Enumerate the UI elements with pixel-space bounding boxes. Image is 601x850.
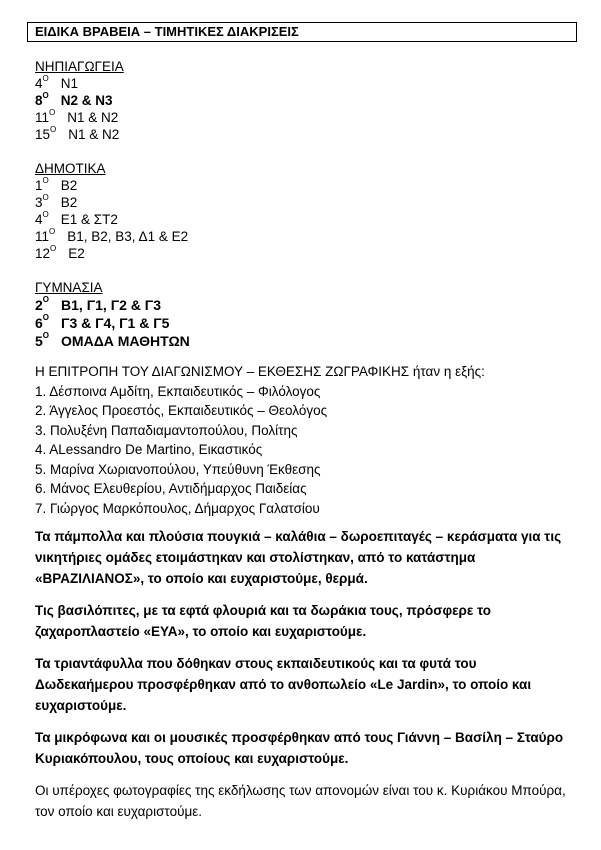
rank-row bbox=[35, 109, 575, 126]
rank-number: 1 bbox=[35, 178, 43, 193]
committee-member: 5. Μαρίνα Χωριανοπούλου, Υπεύθυνη Έκθεσης bbox=[35, 461, 321, 477]
rank-row bbox=[35, 314, 575, 332]
rank-row bbox=[35, 194, 575, 211]
committee-member: 4. ALessandro De Martino, Εικαστικός bbox=[35, 442, 263, 457]
committee-member: 1. Δέσποινα Αμδίτη, Εκπαιδευτικός – Φιλόλογος bbox=[35, 383, 321, 399]
category-kindergartens bbox=[35, 58, 575, 143]
rank-row bbox=[35, 177, 575, 194]
document-body bbox=[35, 58, 575, 822]
rank-classes: Ν1 & Ν2 bbox=[67, 110, 119, 125]
rank-classes: Γ3 & Γ4, Γ1 & Γ5 bbox=[61, 315, 170, 331]
rank-classes: Ε2 bbox=[68, 246, 85, 261]
rank-classes: Ν1 & Ν2 bbox=[68, 127, 120, 142]
rank-ordinal: Ο bbox=[42, 210, 49, 219]
category-heading: ΝΗΠΙΑΓΩΓΕΙΑ bbox=[35, 59, 124, 74]
rank-classes: Β1, Β2, Β3, Δ1 & Ε2 bbox=[67, 229, 189, 244]
thanks-paragraph: Οι υπέροχες φωτογραφίες της εκδήλωσης των απονομών είναι του κ. Κυριάκου Μπούρα, τον οποίο και ευχαριστούμε. bbox=[35, 783, 566, 819]
rank-ordinal: Ο bbox=[42, 193, 49, 202]
rank-number: 3 bbox=[35, 195, 43, 210]
committee-member: 6. Μάνος Ελευθερίου, Αντιδήμαρχος Παιδείας bbox=[35, 481, 307, 496]
rank-row bbox=[35, 245, 575, 262]
rank-number: 5 bbox=[35, 333, 43, 349]
rank-number: 4 bbox=[35, 212, 43, 227]
rank-ordinal: Ο bbox=[42, 295, 50, 304]
rank-classes: ΟΜΑΔΑ ΜΑΘΗΤΩΝ bbox=[61, 333, 190, 349]
rank-classes: Β2 bbox=[60, 178, 78, 193]
rank-classes: Ε1 & ΣΤ2 bbox=[60, 212, 118, 227]
rank-classes: Β2 bbox=[60, 195, 78, 210]
rank-ordinal: Ο bbox=[42, 331, 50, 340]
rank-ordinal: Ο bbox=[42, 91, 49, 100]
rank-row bbox=[35, 92, 575, 109]
category-heading: ΓΥΜΝΑΣΙΑ bbox=[35, 280, 103, 295]
thanks-paragraph: Τα τριαντάφυλλα που δόθηκαν στους εκπαιδευτικούς και τα φυτά του Δωδεκαήμερου προσφέρθηκαν από το ανθοπωλείο «Le Jardin», το οποίο και ευχαριστούμε. bbox=[35, 656, 532, 713]
category-heading: ΔΗΜΟΤΙΚΑ bbox=[35, 161, 106, 176]
document-title: ΕΙΔΙΚΑ ΒΡΑΒΕΙΑ – ΤΙΜΗΤΙΚΕΣ ΔΙΑΚΡΙΣΕΙΣ bbox=[27, 22, 577, 42]
thanks-paragraph: Τα πάμπολλα και πλούσια πουγκιά – καλάθια – δωροεπιταγές – κεράσματα για τις νικητήριες ομάδες ετοιμάστηκαν και στολίστηκαν, από το κατάστημα «ΒΡΑΖΙΛΙΑΝΟΣ», το οποίο και ευχαριστούμε, θερμά. bbox=[35, 529, 562, 586]
rank-number: 11 bbox=[35, 229, 50, 244]
rank-number: 11 bbox=[35, 110, 50, 125]
rank-ordinal: Ο bbox=[42, 313, 50, 322]
rank-ordinal: Ο bbox=[49, 227, 56, 236]
rank-classes: Ν2 & Ν3 bbox=[60, 93, 113, 108]
rank-ordinal: Ο bbox=[50, 244, 57, 253]
committee-section bbox=[35, 362, 575, 518]
rank-number: 12 bbox=[35, 246, 51, 261]
committee-member: 7. Γιώργος Μαρκόπουλος, Δήμαρχος Γαλατσίου bbox=[35, 500, 320, 516]
rank-row bbox=[35, 332, 575, 350]
thanks-paragraph: Τα μικρόφωνα και οι μουσικές προσφέρθηκαν από τους Γιάννη – Βασίλη – Σταύρο Κυριακόπουλου, τους οποίους και ευχαριστούμε. bbox=[35, 730, 564, 766]
thanks-paragraph: Τις βασιλόπιτες, με τα εφτά φλουριά και τα δωράκια τους, πρόσφερε το ζαχαροπλαστείο «ΕΥΑ», το οποίο και ευχαριστούμε. bbox=[35, 603, 491, 639]
rank-ordinal: Ο bbox=[42, 176, 49, 185]
rank-ordinal: Ο bbox=[49, 108, 56, 117]
committee-member: 2. Άγγελος Προεστός, Εκπαιδευτικός – Θεολόγος bbox=[35, 403, 328, 418]
rank-number: 15 bbox=[35, 127, 51, 142]
committee-member: 3. Πολυξένη Παπαδιαμαντοπούλου, Πολίτης bbox=[35, 422, 298, 438]
rank-row bbox=[35, 75, 575, 92]
rank-row bbox=[35, 126, 575, 143]
rank-classes: Β1, Γ1, Γ2 & Γ3 bbox=[61, 297, 161, 313]
rank-row bbox=[35, 211, 575, 228]
rank-number: 8 bbox=[35, 93, 43, 108]
rank-classes: Ν1 bbox=[60, 76, 79, 91]
rank-number: 6 bbox=[35, 315, 43, 331]
rank-row bbox=[35, 296, 575, 314]
category-high-schools bbox=[35, 279, 575, 350]
committee-intro: Η ΕΠΙΤΡΟΠΗ ΤΟΥ ΔΙΑΓΩΝΙΣΜΟΥ – ΕΚΘΕΣΗΣ ΖΩΓΡΑΦΙΚΗΣ ήταν η εξής: bbox=[35, 364, 485, 379]
category-primary-schools bbox=[35, 160, 575, 262]
rank-number: 4 bbox=[35, 76, 43, 91]
rank-ordinal: Ο bbox=[42, 74, 49, 83]
rank-ordinal: Ο bbox=[50, 125, 57, 134]
rank-row bbox=[35, 228, 575, 245]
rank-number: 2 bbox=[35, 297, 43, 313]
